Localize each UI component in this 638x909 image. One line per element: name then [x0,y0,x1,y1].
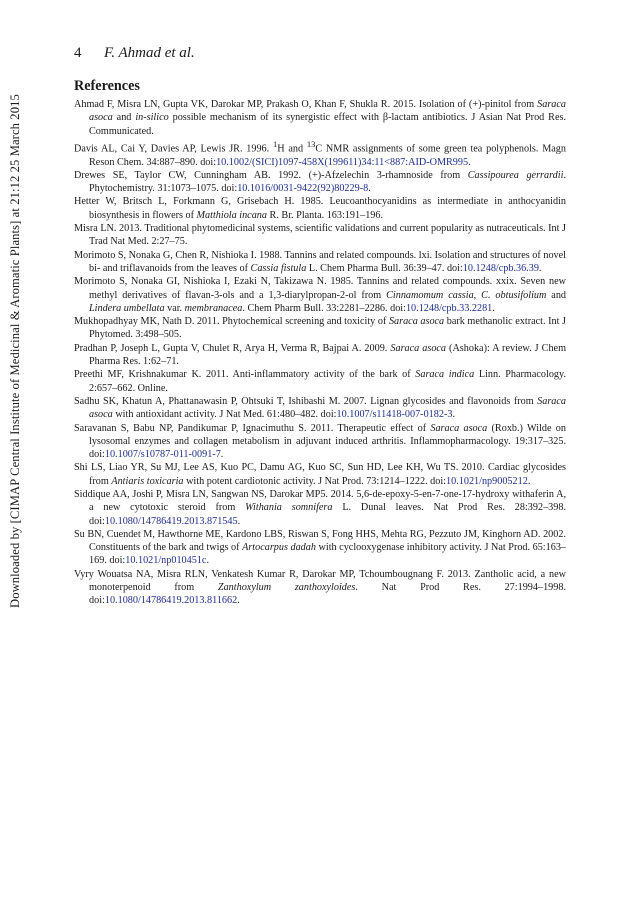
reference-entry [74,422,566,462]
reference-text: Ahmad F, Misra LN, Gupta VK, Darokar MP, Prakash O, Khan F, Shukla R. 2015. Isolation of (+)-pinitol from [74,99,538,110]
reference-text: with potent cardiotonic activity. J Nat Prod. 73:1214–1222. doi: [183,475,447,487]
reference-text: and [546,289,567,301]
reference-text: (Roxb.) Wilde on lysosomal enzymes and collagen metabolism in adjuvant induced arthritis. Inflammopharmacology. 19:317–325. doi: [89,422,566,461]
reference-text: Vyry Wouatsa NA, Misra RLN, Venkatesh Kumar R, Darokar MP, Tchoumbougnang F. 2013. Zantholic acid, a new monoterpenoid from [74,568,566,594]
reference-list [74,98,566,608]
doi-link[interactable]: 10.1080/14786419.2013.871545 [104,515,238,527]
reference-text: possible mechanism of its synergistic effect with β-lactam antibiotics. J Asian Nat Prod Res. Communicated. [89,112,566,137]
reference-text: with cyclooxygenase inhibitory activity. J Nat Prod. 65:163–169. doi: [89,542,567,567]
reference-text: Siddique AA, Joshi P, Misra LN, Sangwan NS, Darokar MP5. 2014. 5,6-de-epoxy-5-en-7-one-17-hydroxy withaferin A, a new cytotoxic steroid from [74,489,566,514]
species-name: Antiaris toxicaria [111,475,184,487]
species-name: Saraca asoca [390,342,447,354]
species-name: in-silico [135,112,169,124]
species-name: Saraca asoca [89,99,566,124]
reference-text: . [206,555,209,567]
reference-text: . Nat Prod Res. 27:1994–1998. doi: [89,582,566,607]
species-name: Cassia fistula [250,262,307,274]
reference-text: L. Chem Pharma Bull. 36:39–47. doi: [306,262,463,274]
running-authors: F. Ahmad et al. [104,45,195,61]
reference-entry [74,98,566,138]
species-name: Matthiola incana [196,209,267,221]
isotope-superscript: 13 [306,138,316,149]
reference-text: Preethi MF, Krishnakumar K. 2011. Anti-inflammatory activity of the bark of [74,369,416,381]
reference-text: , [473,289,482,301]
reference-entry [74,275,566,315]
reference-text: Sadhu SK, Khatun A, Phattanawasin P, Ohtsuki T, Ishibashi M. 2007. Lignan glycosides and flavonoids from [74,395,538,407]
running-header [74,45,195,62]
doi-link[interactable]: 10.1248/cpb.33.2281 [405,302,493,314]
reference-text: . Chem Pharm Bull. 33:2281–2286. doi: [242,302,406,314]
reference-text: Drewes SE, Taylor CW, Cunningham AB. 1992. (+)-Afzelechin 3-rhamnoside from [74,169,468,181]
reference-text: Mukhopadhyay MK, Nath D. 2011. Phytochemical screening and toxicity of [74,316,389,328]
reference-entry [74,461,566,488]
reference-text: . [468,156,471,168]
reference-text: Saravanan S, Babu NP, Pandikumar P, Ignacimuthu S. 2011. Therapeutic effect of [74,422,431,434]
reference-entry [74,138,566,169]
species-name: membranacea [184,302,243,314]
reference-text: . [237,595,240,607]
species-name: Cassipourea gerrardii [467,169,564,181]
doi-link[interactable]: 10.1016/0031-9422(92)80229-8 [237,183,369,195]
doi-link[interactable]: 10.1021/np010451c [125,555,207,567]
reference-text: Hetter W, Britsch L, Forkmann G, Grisebach H. 1985. Leucoanthocyanidins as intermediate in anthocyanidin biosynthesis in flowers of [74,196,566,221]
reference-text: . [452,409,455,421]
species-name: Artocarpus dadah [242,542,316,554]
reference-text: . [538,262,542,274]
doi-link[interactable]: 10.1007/s11418-007-0182-3 [336,409,453,421]
reference-text: (Ashoka): A review. J Chem Pharma Res. 1:62–71. [89,342,566,368]
species-name: Cinnamomum cassia [386,289,474,301]
species-name: Withania somnifera [245,502,333,514]
references-heading: References [74,78,140,94]
reference-entry [74,342,566,369]
species-name: Saraca asoca [89,395,566,421]
reference-text: . [220,449,224,461]
reference-text: Pradhan P, Joseph L, Gupta V, Chulet R, Arya H, Verma R, Bajpai A. 2009. [74,342,391,354]
species-name: Lindera umbellata [89,302,165,314]
reference-entry [74,169,566,196]
species-name: Zanthoxylum zanthoxyloides [217,582,356,594]
reference-text: . [237,515,241,527]
reference-text: . Phytochemistry. 31:1073–1075. doi: [89,169,566,195]
doi-link[interactable]: 10.1002/(SICI)1097-458X(199611)34:11<887:AID-OMR995 [216,156,469,168]
doi-link[interactable]: 10.1080/14786419.2013.811662 [104,595,238,607]
reference-entry [74,249,566,276]
reference-text: Misra LN. 2013. Traditional phytomedicinal systems, scientific validations and current popularity as nutraceuticals. Int J Trad Nat Med. 2:27–75. [74,223,566,248]
reference-text: Morimoto S, Nonaka G, Chen R, Nishioka I. 1988. Tannins and related compounds. lxi. Isolation and structures of novel bi- and triflavanoids from the leaves of [74,249,566,274]
reference-entry [74,568,566,608]
reference-text: Shi LS, Liao YR, Su MJ, Lee AS, Kuo PC, Damu AG, Kuo SC, Sun HD, Lee KH, Wu TS. 2010. Cardiac glycosides from [74,462,566,487]
reference-entry [74,315,566,342]
doi-link[interactable]: 10.1248/cpb.36.39 [462,262,539,274]
species-name: Saraca indica [415,369,475,381]
reference-text: Morimoto S, Nonaka GI, Nishioka I, Ezaki N, Takizawa N. 1985. Tannins and related compounds. xxix. Seven new methyl derivatives of flavan-3-ols and a 1,3-diarylpropan-2-ol from [74,276,566,301]
reference-text: R. Br. Planta. 163:191–196. [267,209,384,221]
doi-link[interactable]: 10.1007/s10787-011-0091-7 [104,449,221,461]
isotope-superscript: 1 [272,138,278,149]
reference-entry [74,395,566,422]
reference-text: Su BN, Cuendet M, Hawthorne ME, Kardono LBS, Riswan S, Fong HHS, Mehta RG, Pezzuto JM, Kinghorn AD. 2002. Constituents of the bark and twigs of [74,528,566,554]
reference-entry [74,195,566,222]
species-name: Saraca asoca [430,422,488,434]
reference-text: with antioxidant activity. J Nat Med. 61:480–482. doi: [112,409,337,421]
reference-entry [74,368,566,395]
reference-text: and [112,112,136,124]
reference-text: L. Dunal leaves. Nat Prod Res. 28:392–398. doi: [89,502,566,527]
reference-text: . [527,475,531,487]
reference-entry [74,222,566,249]
reference-text: Davis AL, Cai Y, Davies AP, Lewis JR. 1996. [74,143,273,155]
reference-entry [74,528,566,568]
species-name: C. obtusifolium [481,289,547,301]
reference-text: var. [164,302,185,314]
reference-text: . [492,302,495,314]
reference-text: Linn. Pharmacology. 2:657–662. Online. [89,369,566,394]
reference-text: bark methanolic extract. Int J Phytomed. 3:498–505. [89,316,566,341]
species-name: Saraca asoca [388,316,445,328]
reference-entry [74,488,566,528]
reference-text: H and [277,143,307,155]
reference-text: C NMR assignments of some green tea polyphenols. Magn Reson Chem. 34:887–890. doi: [89,143,566,168]
page-number: 4 [74,45,82,61]
reference-text: . [368,183,371,195]
doi-link[interactable]: 10.1021/np9005212 [446,475,528,487]
download-watermark: Downloaded by [CIMAP Central Institute of Medicinal & Aromatic Plants] at 21:12 25 March 2015 [8,94,22,608]
